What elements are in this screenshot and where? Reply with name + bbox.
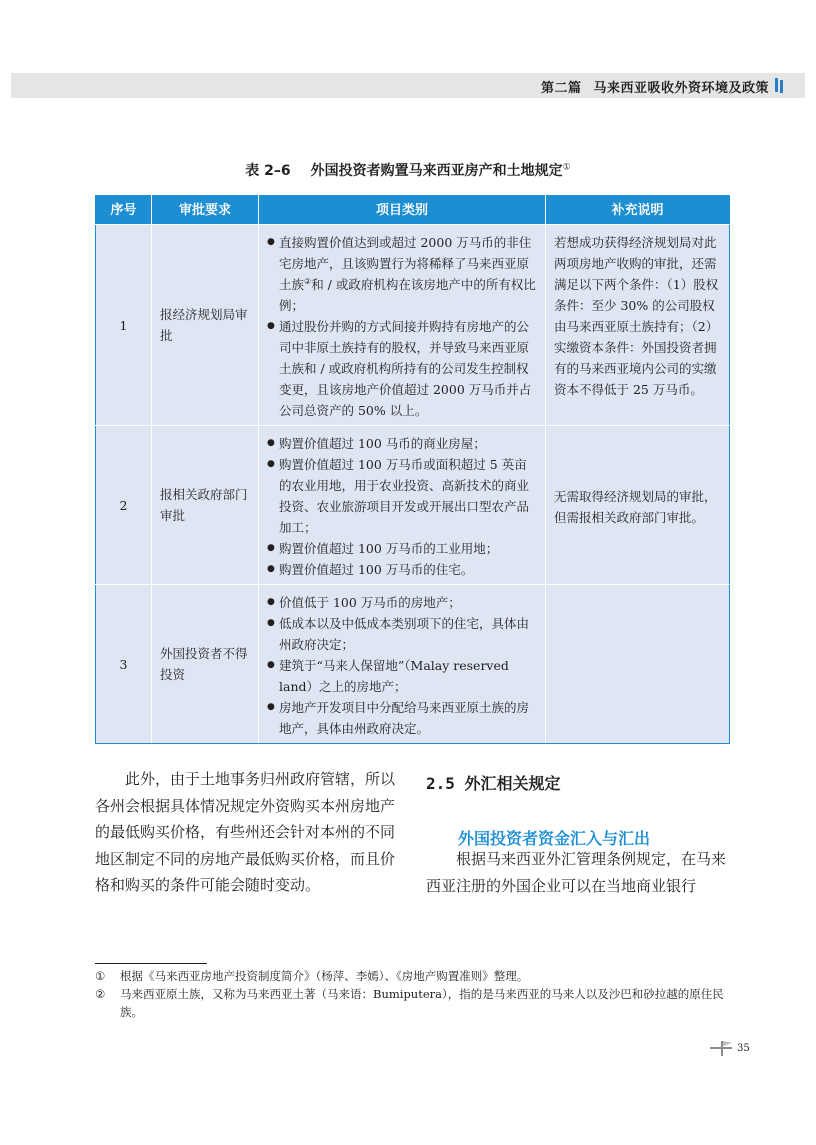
chapter-mark-icon xyxy=(775,78,785,94)
approval-requirement: 报经济规划局审批 xyxy=(152,225,259,426)
row-number: 1 xyxy=(96,225,152,426)
running-header xyxy=(11,73,805,98)
table-header-row xyxy=(96,196,730,225)
footnote xyxy=(95,985,735,1021)
supplementary-note: 无需取得经济规划局的审批，但需报相关政府部门审批。 xyxy=(546,426,730,585)
approval-requirement: 外国投资者不得投资 xyxy=(152,585,259,744)
chapter-label: 第二篇 xyxy=(540,81,582,96)
supplementary-note xyxy=(546,585,730,744)
footnote-divider xyxy=(95,963,207,964)
table-row xyxy=(96,426,730,585)
list-item: ● 房地产开发项目中分配给马来西亚原土族的房地产，具体由州政府决定。 xyxy=(267,697,537,739)
project-category xyxy=(259,225,546,426)
project-category xyxy=(259,426,546,585)
column-header: 审批要求 xyxy=(152,196,259,225)
project-category xyxy=(259,585,546,744)
table-title xyxy=(0,160,816,180)
list-item: ● 低成本以及中低成本类别项下的住宅，具体由州政府决定； xyxy=(267,613,537,655)
row-number: 2 xyxy=(96,426,152,585)
running-header-text xyxy=(541,77,769,96)
table-row xyxy=(96,585,730,744)
footnotes xyxy=(95,967,735,1021)
footnote-text: 根据《马来西亚房地产投资制度简介》（杨萍、李嫣）、《房地产购置准则》整理。 xyxy=(120,969,529,983)
column-header: 项目类别 xyxy=(259,196,546,225)
list-item: ● 购置价值超过 100 万马币的住宅。 xyxy=(267,559,537,580)
footnote-mark: ① xyxy=(95,969,106,983)
body-paragraph: 根据马来西亚外汇管理条例规定，在马来西亚注册的外国企业可以在当地商业银行 xyxy=(426,850,727,895)
list-item: ● 购置价值超过 100 马币的商业房屋； xyxy=(267,433,537,454)
column-header: 序号 xyxy=(96,196,152,225)
chapter-title: 马来西亚吸收外资环境及政策 xyxy=(593,81,769,96)
page-marker-icon xyxy=(708,1038,734,1058)
list-item: ● 购置价值超过 100 万马币的工业用地； xyxy=(267,538,537,559)
list-item: ● 价值低于 100 万马币的房地产； xyxy=(267,592,537,613)
footnote xyxy=(95,967,735,985)
list-item: ● 通过股份并购的方式间接并购持有房地产的公司中非原土族持有的股权，并导致马来西亚原土族和 / 或政府机构所持有的公司发生控制权变更，且该房地产价值超过 2000 万马币并占公司总资产的 50% 以上。 xyxy=(267,316,537,421)
footnote-mark: ② xyxy=(95,987,106,1001)
list-item: ● 购置价值超过 100 万马币或面积超过 5 英亩的农业用地，用于农业投资、高新技术的商业投资、农业旅游项目开发或开展出口型农产品加工； xyxy=(267,454,537,538)
table-row xyxy=(96,225,730,426)
row-number: 3 xyxy=(96,585,152,744)
page-number: 35 xyxy=(737,1043,750,1054)
regulation-table xyxy=(95,195,730,744)
body-paragraph: 此外，由于土地事务归州政府管辖，所以各州会根据具体情况规定外资购买本州房地产的最低购买价格，有些州还会针对本州的不同地区制定不同的房地产最低购买价格，而且价格和购买的条件可能会随时变动。 xyxy=(95,770,396,894)
sub-heading: 外国投资者资金汇入与汇出 xyxy=(458,829,651,848)
approval-requirement: 报相关政府部门审批 xyxy=(152,426,259,585)
footnote-text: 马来西亚原土族，又称为马来西亚土著（马来语：Bumiputera），指的是马来西亚的马来人以及沙巴和砂拉越的原住民族。 xyxy=(120,987,724,1019)
table-label: 表 2–6 xyxy=(245,163,291,179)
list-item: ● 建筑于“马来人保留地”（Malay reserved land）之上的房地产； xyxy=(267,655,537,697)
footnote-ref: ① xyxy=(562,162,571,173)
column-header: 补充说明 xyxy=(546,196,730,225)
table-caption: 外国投资者购置马来西亚房产和土地规定 xyxy=(310,163,563,179)
section-heading: 2.5 外汇相关规定 xyxy=(426,774,561,793)
supplementary-note: 若想成功获得经济规划局对此两项房地产收购的审批，还需满足以下两个条件：（1）股权条件：至少 30% 的公司股权由马来西亚原土族持有；（2）实缴资本条件：外国投资者拥有的马来西亚境内公司的实缴资本不得低于 25 万马币。 xyxy=(546,225,730,426)
list-item: ● 直接购置价值达到或超过 2000 万马币的非住宅房地产，且该购置行为将稀释了马来西亚原土族②和 / 或政府机构在该房地产中的所有权比例； xyxy=(267,232,537,316)
